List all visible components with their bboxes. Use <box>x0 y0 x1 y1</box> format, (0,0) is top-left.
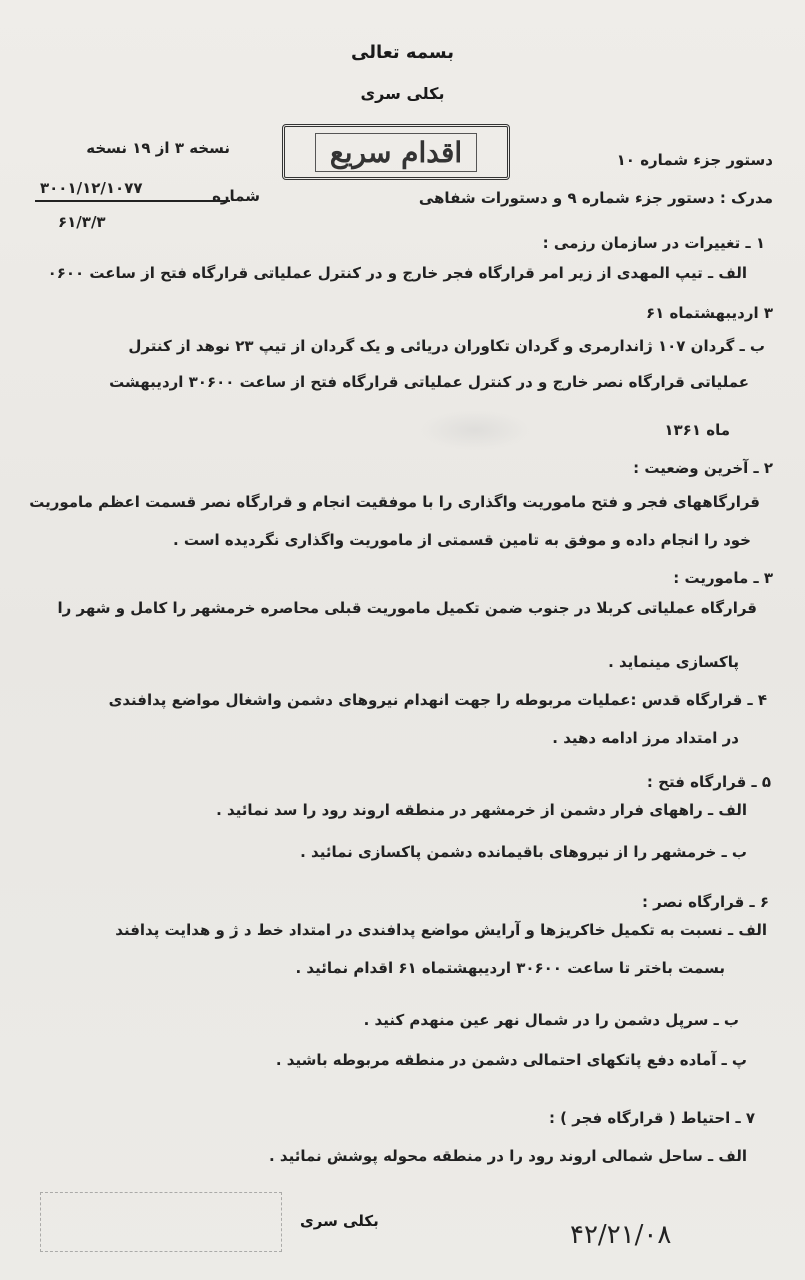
section-5-item-a: الف ـ راههای فرار دشمن از خرمشهر در منطقه اروند رود را سد نمائید . <box>216 801 747 819</box>
section-2-line-1: قرارگاههای فجر و فتح ماموریت واگذاری را با موفقیت انجام و قرارگاه نصر قسمت اعظم ماموریت <box>29 493 760 511</box>
reference-number: ۳۰۰۱/۱۲/۱۰۷۷ <box>40 179 143 197</box>
handwritten-number: ۴۲/۲۱/۰۸ <box>570 1220 672 1250</box>
section-1-b-line-3: ماه ۱۳۶۱ <box>664 421 730 439</box>
section-3-title: ۳ ـ ماموریت : <box>673 569 773 587</box>
section-3-line-2: پاکسازی مینماید . <box>608 653 739 671</box>
section-1-a-line-1: الف ـ تیپ المهدی از زیر امر قرارگاه فجر خارج و در کنترل عملیاتی قرارگاه فتح از ساعت ۰۶۰۰ <box>47 264 747 282</box>
section-1-title: ۱ ـ تغییرات در سازمان رزمی : <box>542 234 765 252</box>
section-2-title: ۲ ـ آخرین وضعیت : <box>633 459 773 477</box>
order-number: دستور جزء شماره ۱۰ <box>616 151 773 169</box>
section-1-b-line-2: عملیاتی قرارگاه نصر خارج و در کنترل عملیاتی قرارگاه فتح از ساعت ۳۰۶۰۰ اردیبهشت <box>109 373 749 391</box>
section-2-line-2: خود را انجام داده و موفق به تامین قسمتی از ماموریت واگذاری نگردیده است . <box>172 531 751 549</box>
reference-underline <box>35 200 230 202</box>
copy-info: نسخه ۳ از ۱۹ نسخه <box>86 139 230 157</box>
references-tail: شماره <box>212 187 260 205</box>
section-6-a-line-1: الف ـ نسبت به تکمیل خاکریزها و آرایش مواضع پدافندی در امتداد خط د ژ و هدایت پدافند <box>115 921 767 939</box>
section-6-item-c: پ ـ آماده دفع پاتکهای احتمالی دشمن در منطقه مربوطه باشید . <box>275 1051 747 1069</box>
urgent-stamp-text: اقدام سریع <box>315 133 477 172</box>
document-heading: بسمه تعالی <box>351 42 454 63</box>
section-4-line-2: در امتداد مرز ادامه دهید . <box>552 729 739 747</box>
section-3-line-1: قرارگاه عملیاتی کربلا در جنوب ضمن تکمیل ماموریت قبلی محاصره خرمشهر را کامل و شهر را <box>57 599 757 617</box>
section-6-item-b: ب ـ سرپل دشمن را در شمال نهر عین منهدم کنید . <box>363 1011 739 1029</box>
paper-smudge <box>420 410 530 450</box>
section-6-a-line-2: بسمت باختر تا ساعت ۳۰۶۰۰ اردیبهشتماه ۶۱ اقدام نمائید . <box>295 959 725 977</box>
references-line: مدرک : دستور جزء شماره ۹ و دستورات شفاهی <box>418 189 773 207</box>
classification-header: بکلی سری <box>360 84 445 103</box>
section-1-a-line-2: ۳ اردیبهشتماه ۶۱ <box>646 304 773 322</box>
classification-footer: بکلی سری <box>300 1212 379 1230</box>
section-4-line-1: ۴ ـ قرارگاه قدس :عملیات مربوطه را جهت انهدام نیروهای دشمن واشغال مواضع پدافندی <box>108 691 767 709</box>
section-6-title: ۶ ـ قرارگاه نصر : <box>641 893 769 911</box>
section-5-item-b: ب ـ خرمشهر را از نیروهای باقیمانده دشمن پاکسازی نمائید . <box>300 843 747 861</box>
section-7-item-a: الف ـ ساحل شمالی اروند رود را در منطقه محوله پوشش نمائید . <box>268 1147 747 1165</box>
section-7-title: ۷ ـ احتیاط ( قرارگاه فجر ) : <box>548 1109 755 1127</box>
section-5-title: ۵ ـ قرارگاه فتح : <box>646 773 771 791</box>
section-1-b-line-1: ب ـ گردان ۱۰۷ ژاندارمری و گردان تکاوران دریائی و یک گردان از تیپ ۲۳ نوهد از کنترل <box>128 337 765 355</box>
urgent-stamp <box>282 124 510 180</box>
faded-stamp-box <box>40 1192 282 1252</box>
document-date: ۶۱/۳/۳ <box>58 213 106 231</box>
